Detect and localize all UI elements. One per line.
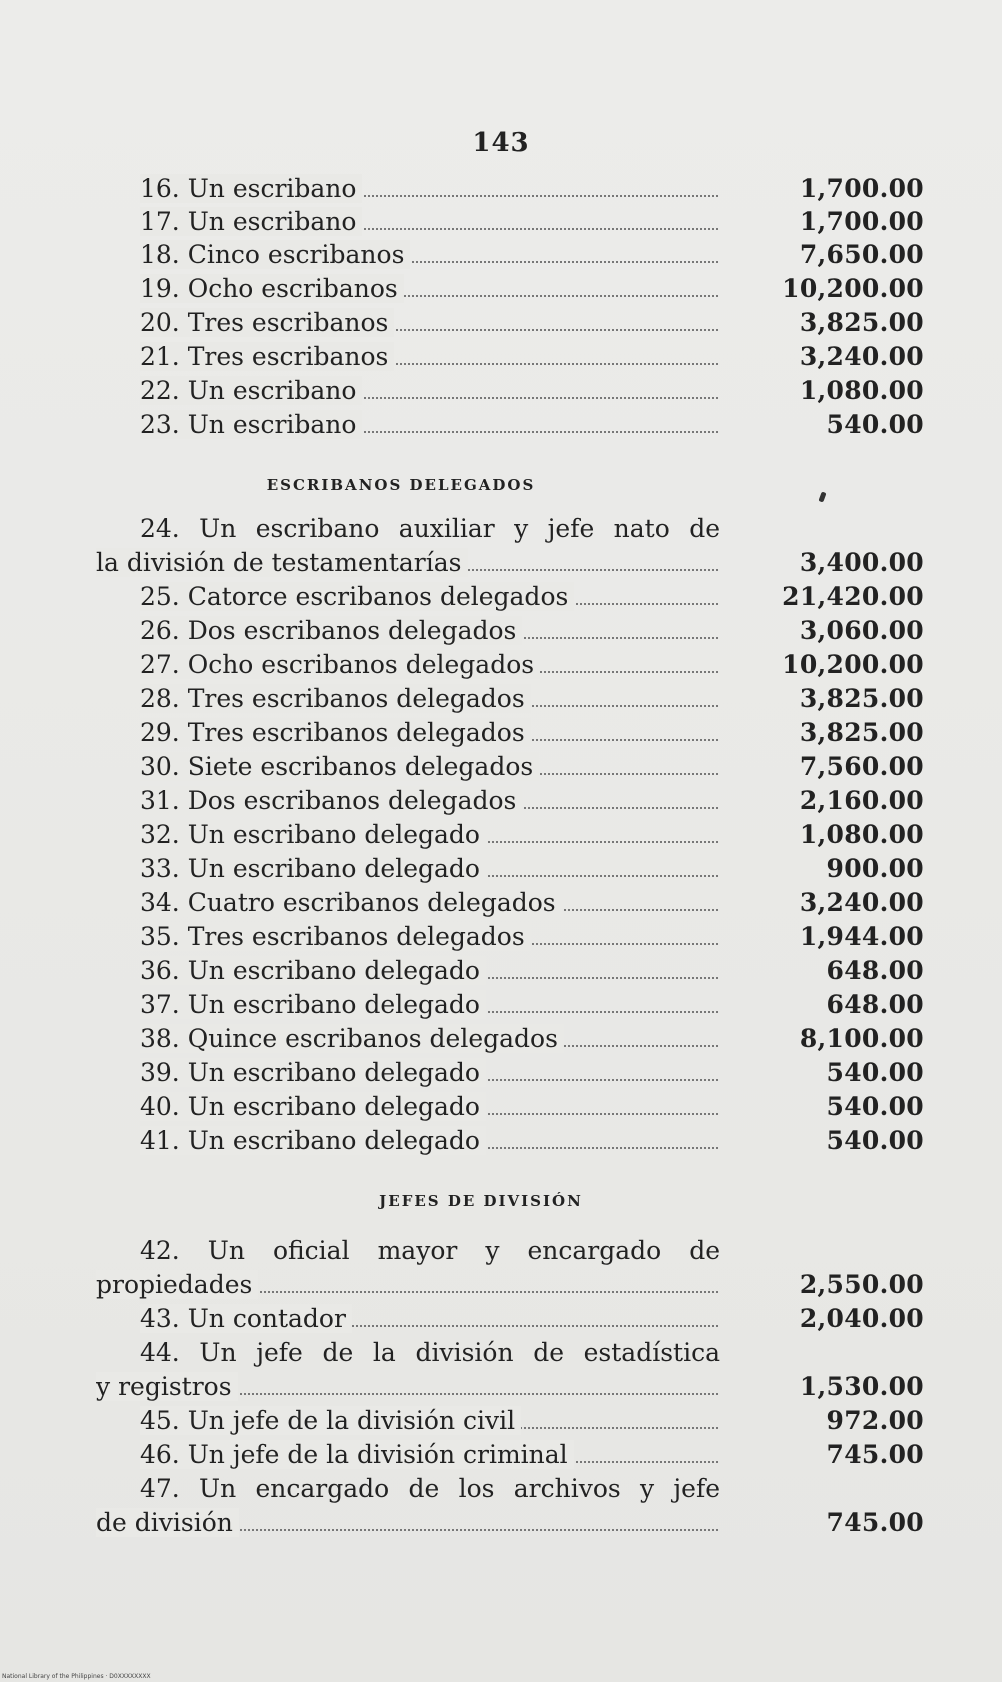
item-amount: 2,550.00 (799, 1270, 924, 1299)
list-item (0, 1268, 1002, 1302)
item-amount: 540.00 (826, 1126, 924, 1155)
list-item (0, 238, 1002, 272)
list-item (0, 1370, 1002, 1404)
item-description: 34. Cuatro escribanos delegados (140, 888, 562, 917)
item-amount: 540.00 (826, 1058, 924, 1087)
item-amount: 540.00 (826, 410, 924, 439)
item-amount: 648.00 (826, 990, 924, 1019)
item-description: 37. Un escribano delegado (140, 990, 486, 1019)
item-amount: 10,200.00 (782, 650, 924, 679)
item-amount: 2,040.00 (799, 1304, 924, 1333)
scan-footer: National Library of the Philippines · D0XXXXXXXX (2, 1673, 151, 1680)
item-amount: 1,700.00 (799, 174, 924, 203)
item-description: 39. Un escribano delegado (140, 1058, 486, 1087)
item-amount: 1,700.00 (799, 207, 924, 236)
item-description: 29. Tres escribanos delegados (140, 718, 531, 747)
item-description: 38. Quince escribanos delegados (140, 1024, 564, 1053)
item-description-line1: 24. Un escribano auxiliar y jefe nato de (140, 514, 720, 543)
list-item (0, 580, 1002, 614)
item-amount: 1,530.00 (799, 1372, 924, 1401)
item-description: 20. Tres escribanos (140, 308, 394, 337)
list-item (0, 1506, 1002, 1540)
item-description: 41. Un escribano delegado (140, 1126, 486, 1155)
item-description-line1: 47. Un encargado de los archivos y jefe (140, 1474, 720, 1503)
item-amount: 2,160.00 (799, 786, 924, 815)
item-amount: 3,240.00 (799, 888, 924, 917)
item-amount: 7,560.00 (799, 752, 924, 781)
list-item (0, 1302, 1002, 1336)
item-description: la división de testamentarías (96, 548, 468, 577)
list-item (0, 1438, 1002, 1472)
section-heading: JEFES DE DIVISIÓN (379, 1192, 583, 1210)
item-description: 45. Un jefe de la división civil (140, 1406, 521, 1435)
item-amount: 900.00 (826, 854, 924, 883)
list-item (0, 1022, 1002, 1056)
list-item (0, 546, 1002, 580)
list-item (0, 614, 1002, 648)
item-amount: 1,080.00 (799, 820, 924, 849)
list-item (0, 205, 1002, 239)
item-description: 21. Tres escribanos (140, 342, 394, 371)
list-item (0, 172, 1002, 206)
item-description: 26. Dos escribanos delegados (140, 616, 522, 645)
item-description: 35. Tres escribanos delegados (140, 922, 531, 951)
item-amount: 3,825.00 (799, 684, 924, 713)
section-heading: ESCRIBANOS DELEGADOS (266, 476, 536, 494)
list-item (0, 1404, 1002, 1438)
item-amount: 3,825.00 (799, 718, 924, 747)
item-description-line1: 42. Un oficial mayor y encargado de (140, 1236, 720, 1265)
item-description: 22. Un escribano (140, 376, 362, 405)
item-amount: 8,100.00 (799, 1024, 924, 1053)
list-item (0, 1090, 1002, 1124)
item-amount: 972.00 (826, 1406, 924, 1435)
item-description: de división (96, 1508, 239, 1537)
list-item (0, 750, 1002, 784)
list-item (0, 920, 1002, 954)
item-description: 28. Tres escribanos delegados (140, 684, 531, 713)
item-description: 46. Un jefe de la división criminal (140, 1440, 574, 1469)
item-description: 19. Ocho escribanos (140, 274, 404, 303)
item-description: 40. Un escribano delegado (140, 1092, 486, 1121)
item-amount: 3,825.00 (799, 308, 924, 337)
item-description: 27. Ocho escribanos delegados (140, 650, 540, 679)
item-description: 18. Cinco escribanos (140, 240, 410, 269)
list-item (0, 682, 1002, 716)
list-item (0, 1124, 1002, 1158)
list-item (0, 784, 1002, 818)
item-amount: 21,420.00 (782, 582, 924, 611)
list-item (0, 374, 1002, 408)
item-amount: 3,060.00 (799, 616, 924, 645)
list-item (0, 1056, 1002, 1090)
item-description: propiedades (96, 1270, 258, 1299)
item-description: 30. Siete escribanos delegados (140, 752, 539, 781)
item-description: 31. Dos escribanos delegados (140, 786, 522, 815)
page-number: 143 (472, 128, 530, 158)
item-amount: 648.00 (826, 956, 924, 985)
item-amount: 745.00 (826, 1440, 924, 1469)
list-item (0, 818, 1002, 852)
list-item (0, 716, 1002, 750)
item-amount: 10,200.00 (782, 274, 924, 303)
list-item (0, 954, 1002, 988)
list-item (0, 340, 1002, 374)
item-description: 17. Un escribano (140, 207, 362, 236)
item-description: y registros (96, 1372, 238, 1401)
item-amount: 1,944.00 (799, 922, 924, 951)
list-item (0, 306, 1002, 340)
list-item (0, 648, 1002, 682)
item-amount: 7,650.00 (799, 240, 924, 269)
item-amount: 3,240.00 (799, 342, 924, 371)
item-description: 25. Catorce escribanos delegados (140, 582, 574, 611)
item-description: 36. Un escribano delegado (140, 956, 486, 985)
item-description: 16. Un escribano (140, 174, 362, 203)
item-amount: 3,400.00 (799, 548, 924, 577)
item-description-line1: 44. Un jefe de la división de estadística (140, 1338, 720, 1367)
item-description: 32. Un escribano delegado (140, 820, 486, 849)
list-item (0, 852, 1002, 886)
list-item (0, 408, 1002, 442)
item-amount: 540.00 (826, 1092, 924, 1121)
item-description: 33. Un escribano delegado (140, 854, 486, 883)
item-amount: 1,080.00 (799, 376, 924, 405)
list-item (0, 988, 1002, 1022)
item-amount: 745.00 (826, 1508, 924, 1537)
list-item (0, 272, 1002, 306)
item-description: 23. Un escribano (140, 410, 362, 439)
item-description: 43. Un contador (140, 1304, 352, 1333)
list-item (0, 886, 1002, 920)
